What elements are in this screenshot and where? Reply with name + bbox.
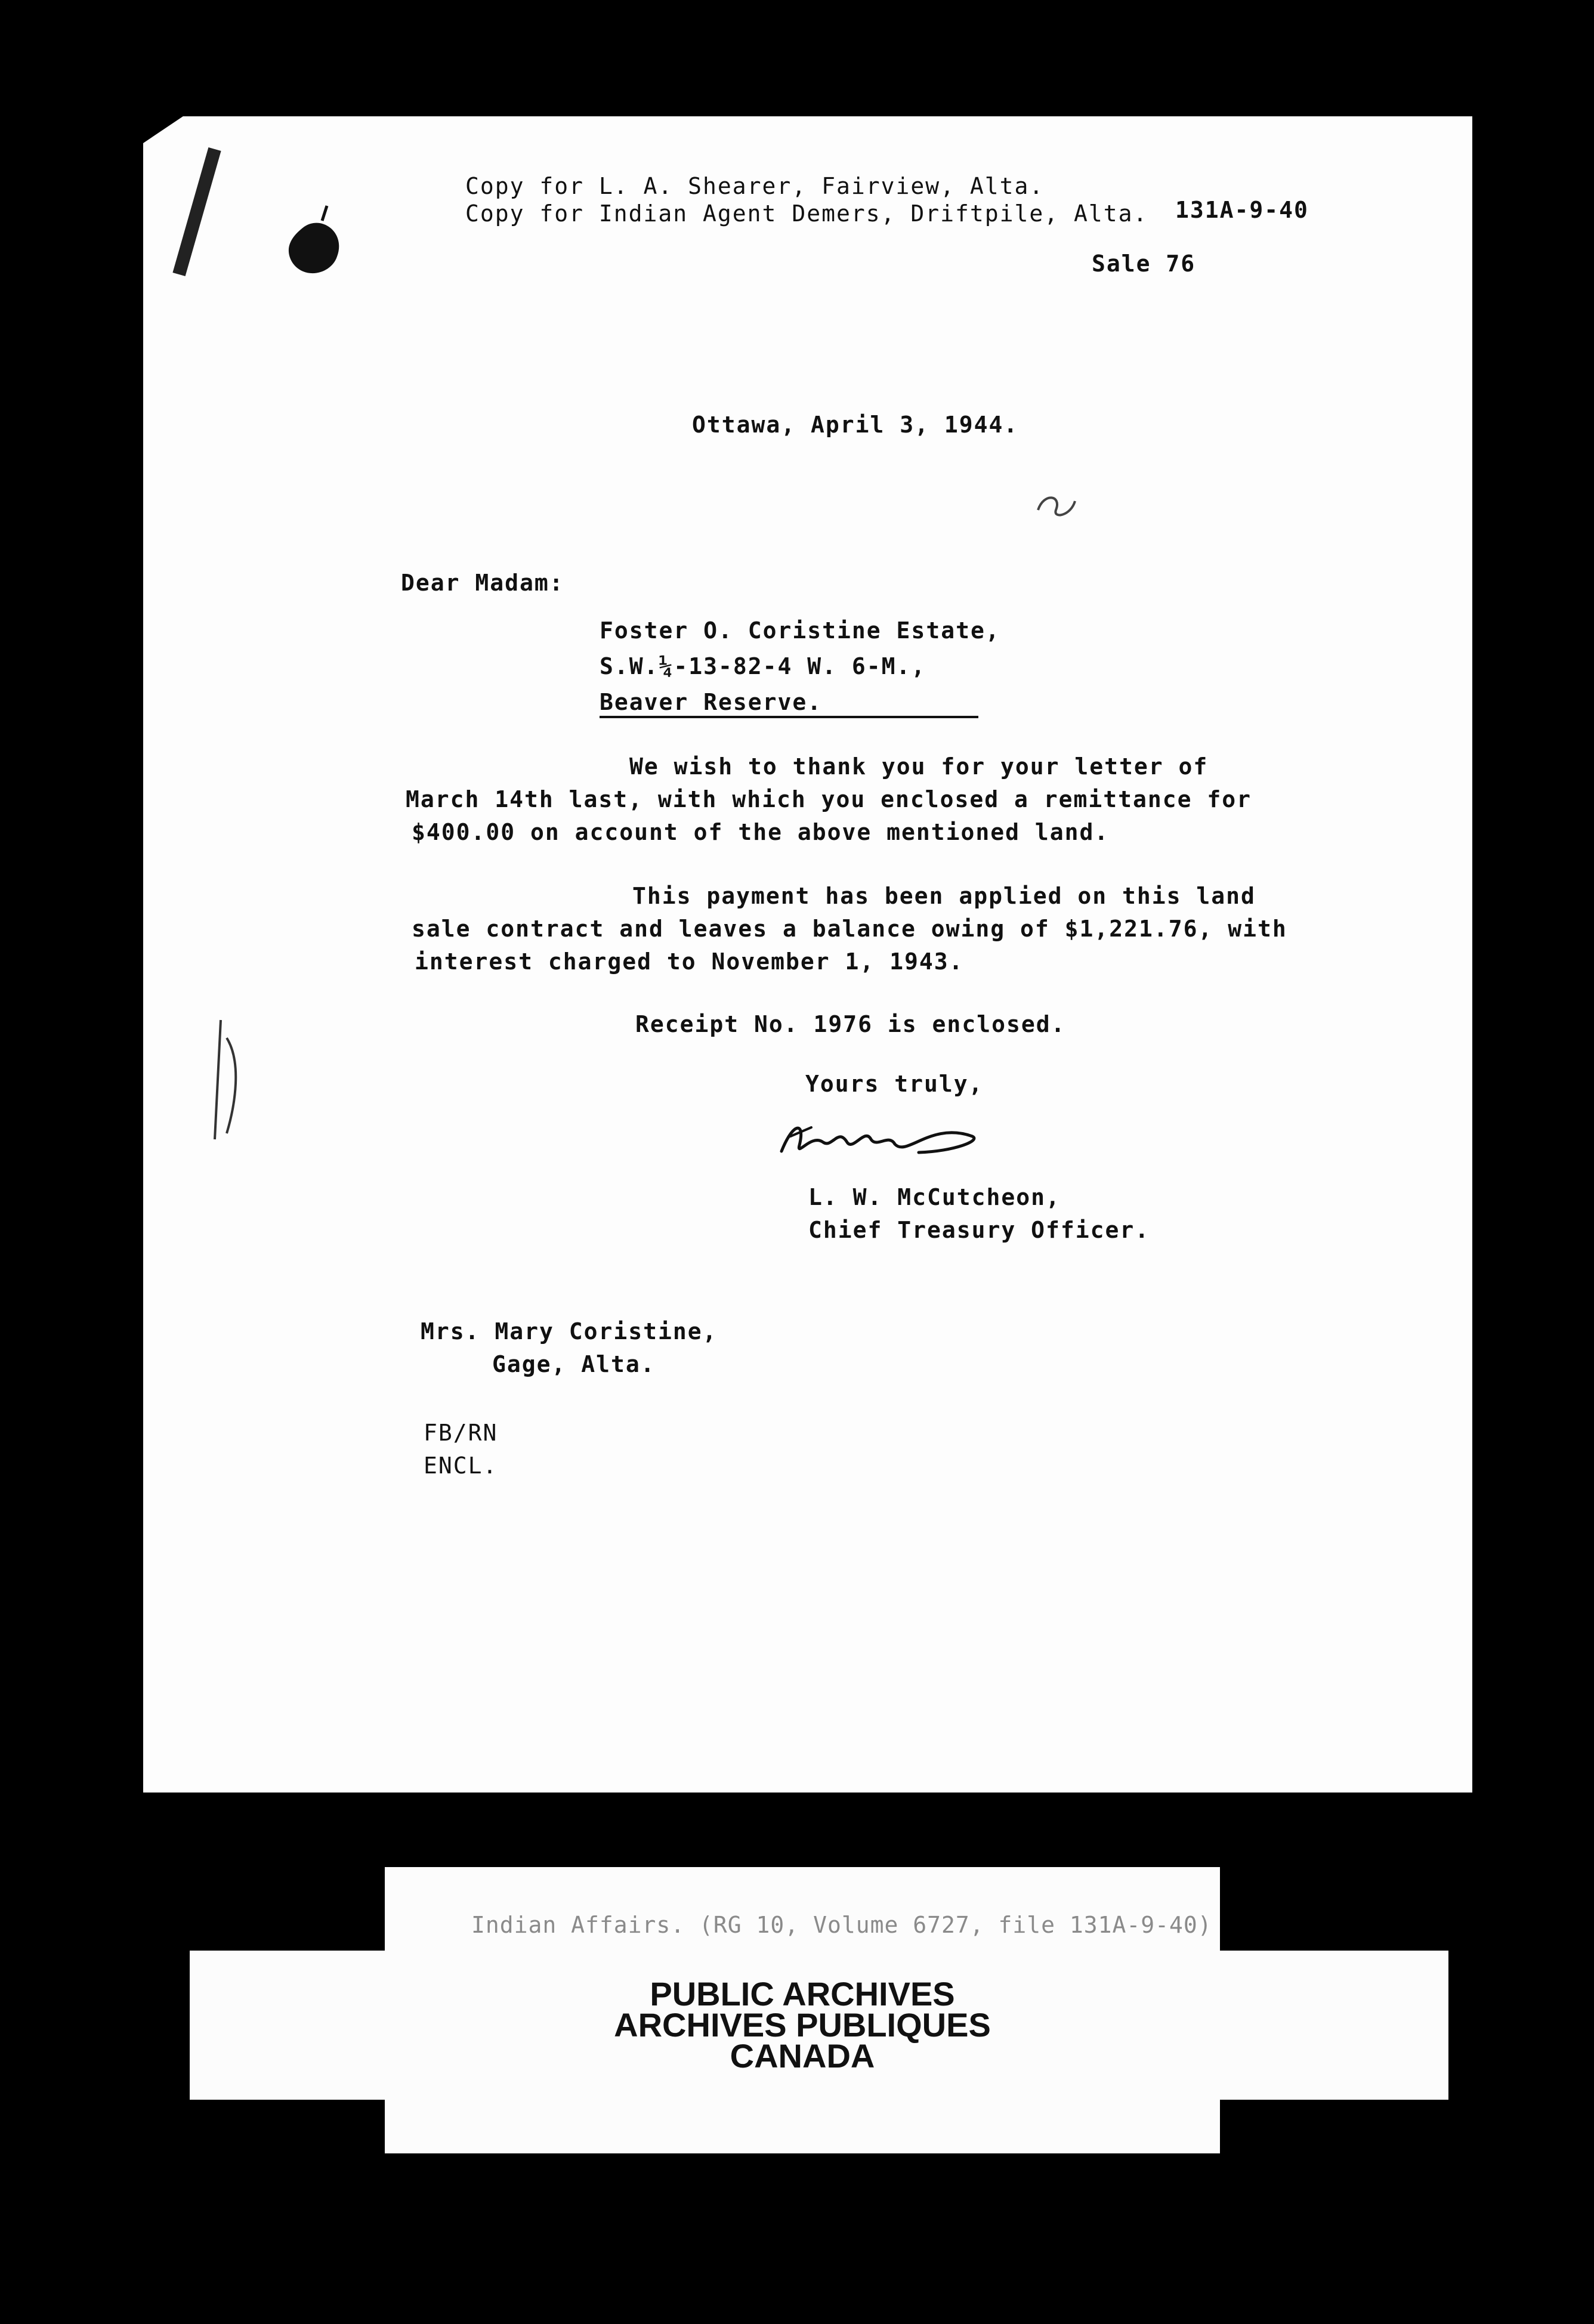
copy-line-1: Copy for L. A. Shearer, Fairview, Alta. <box>465 173 1045 199</box>
addressee-name: Mrs. Mary Coristine, <box>421 1318 718 1345</box>
archive-title-line-1: PUBLIC ARCHIVES <box>650 1975 955 2013</box>
paragraph-1-line-1: We wish to thank you for your letter of <box>629 753 1209 780</box>
page-fold-shadow <box>143 137 233 286</box>
paragraph-2-line-1: This payment has been applied on this land <box>632 883 1256 909</box>
file-number: 131A-9-40 <box>1175 197 1309 223</box>
archive-reference: Indian Affairs. (RG 10, Volume 6727, file 131A-9-40) <box>471 1912 1212 1938</box>
subject-underline <box>600 716 978 718</box>
closing: Yours truly, <box>805 1071 984 1097</box>
salutation: Dear Madam: <box>401 570 564 596</box>
paragraph-1-line-3: $400.00 on account of the above mentioned land. <box>412 819 1110 845</box>
ink-blot-mark <box>280 203 358 292</box>
archive-title-line-2: ARCHIVES PUBLIQUES <box>614 2006 991 2044</box>
archive-title-line-3: CANADA <box>730 2037 875 2075</box>
paragraph-2-line-3: interest charged to November 1, 1943. <box>415 948 964 975</box>
pencil-scribble-mark <box>1032 486 1080 522</box>
subject-line-2: S.W.¼-13-82-4 W. 6-M., <box>600 653 926 679</box>
subject-line-3: Beaver Reserve. <box>600 689 823 715</box>
signature-mark <box>776 1110 990 1175</box>
place-date: Ottawa, April 3, 1944. <box>692 412 1019 438</box>
margin-pencil-mark <box>203 1014 245 1151</box>
paragraph-1-line-2: March 14th last, with which you enclosed a remittance for <box>406 786 1252 812</box>
paragraph-2-line-2: sale contract and leaves a balance owing of $1,221.76, with <box>412 916 1287 942</box>
addressee-place: Gage, Alta. <box>492 1351 656 1377</box>
signer-title: Chief Treasury Officer. <box>808 1217 1150 1243</box>
typist-initials: FB/RN <box>424 1420 498 1446</box>
receipt-line: Receipt No. 1976 is enclosed. <box>635 1011 1066 1037</box>
enclosure-note: ENCL. <box>424 1452 498 1479</box>
subject-line-1: Foster O. Coristine Estate, <box>600 617 1000 644</box>
signer-name: L. W. McCutcheon, <box>808 1184 1061 1210</box>
copy-line-2: Copy for Indian Agent Demers, Driftpile, Alta. <box>465 200 1148 227</box>
sale-number: Sale 76 <box>1092 251 1196 277</box>
